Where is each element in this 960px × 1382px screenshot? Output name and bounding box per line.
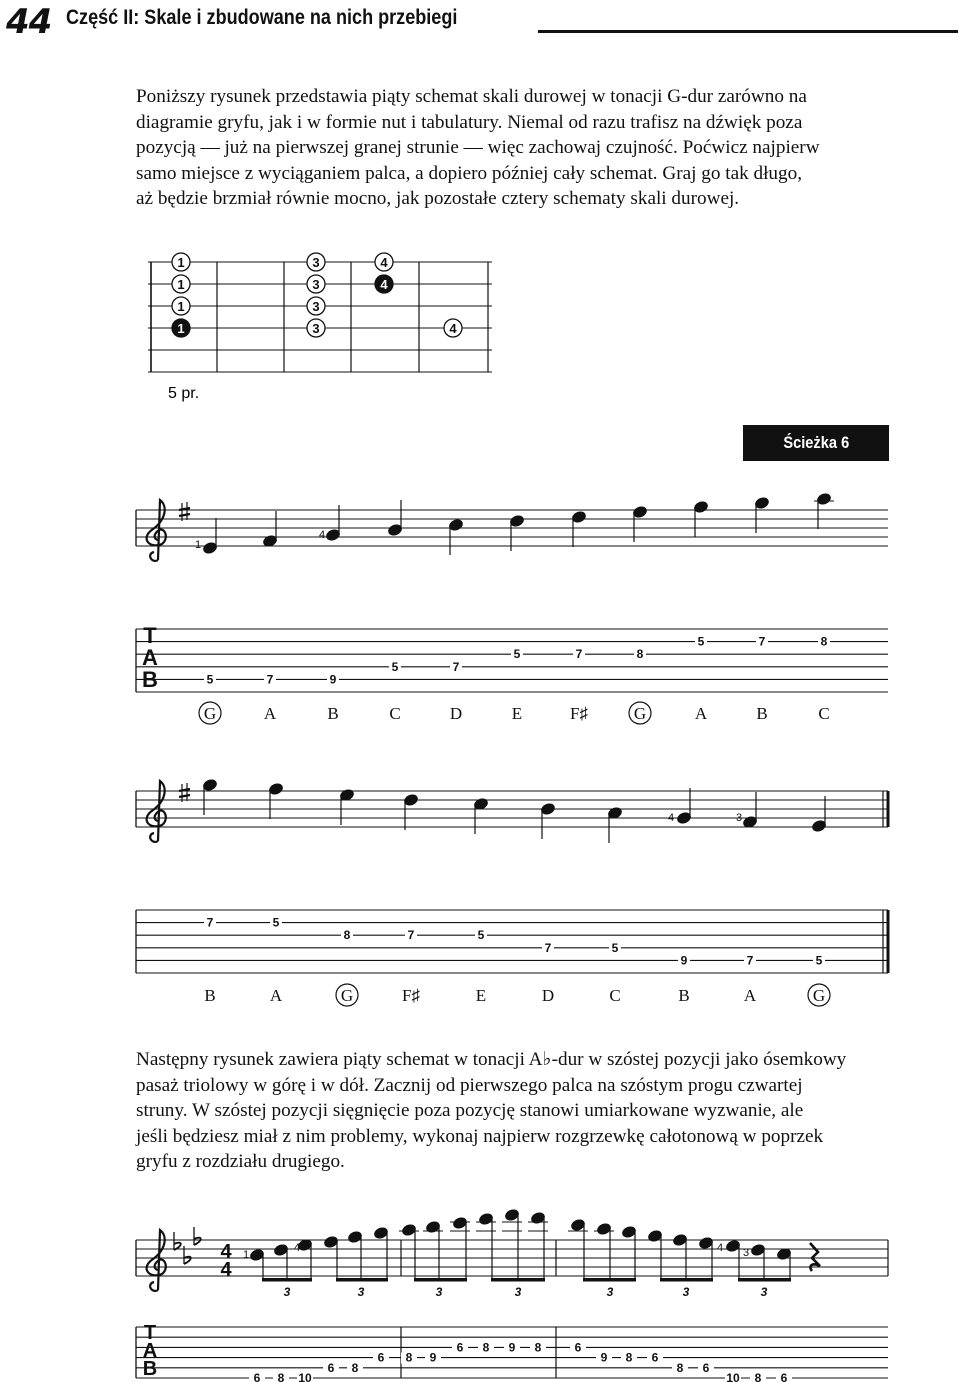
page-number: 44 (6, 2, 52, 42)
tab-number: 6 (574, 1340, 582, 1355)
paragraph-line: jeśli będziesz miał z nim problemy, wykonaj najpierw rozgrzewkę całotonową w poprzek (136, 1125, 824, 1147)
paragraph-line: pozycją — już na pierwszej granej strunie — więc zachowaj czujność. Poćwicz najpierw (136, 137, 820, 159)
finger-dot (375, 253, 393, 271)
paragraph-line: pasaż triolowy w górę i w dół. Zacznij od pierwszego palca na szóstym progu czwartej (136, 1074, 803, 1096)
note-head (596, 1222, 611, 1235)
tab-number: 8 (676, 1360, 684, 1375)
note-head (672, 1233, 687, 1246)
note-head (750, 1243, 765, 1256)
key-signature-flat (194, 1227, 201, 1245)
tab-number: 5 (477, 928, 485, 943)
paragraph-line: samo miejsce z wyciąganiem palca, a dopiero później cały schemat. Graj go tak długo, (136, 162, 802, 184)
note-head (676, 811, 691, 824)
note-head (452, 1216, 467, 1229)
finger-dot (172, 253, 190, 271)
note-head (373, 1226, 388, 1239)
note-name: D (449, 704, 463, 723)
note-head (249, 1248, 264, 1261)
fret-label: 5 pr. (168, 385, 200, 402)
note-head (323, 1235, 338, 1248)
note-name: F♯ (402, 986, 420, 1005)
note-head (571, 510, 586, 523)
beam (491, 1278, 545, 1282)
note-head (202, 541, 217, 554)
system-3 (136, 1208, 888, 1382)
note-head (347, 1230, 362, 1243)
treble-clef (147, 781, 166, 842)
note-name: G (340, 986, 354, 1005)
fingering: 3 (735, 812, 743, 824)
tab-number: 8 (636, 647, 644, 662)
note-head (540, 802, 555, 815)
note-head (387, 523, 402, 536)
key-signature-flat (174, 1232, 181, 1250)
tab-number: 8 (277, 1371, 285, 1382)
tab-number: 7 (266, 672, 274, 687)
finger-number: 4 (380, 277, 388, 292)
tab-number: 6 (780, 1371, 788, 1382)
note-head (268, 782, 283, 795)
tab-number: 9 (680, 953, 688, 968)
finger-number: 3 (312, 255, 320, 270)
note-head (570, 1218, 585, 1231)
sharp-bar (179, 795, 190, 797)
finger-number: 1 (177, 299, 185, 314)
paragraph-line: diagramie gryfu, jak i w formie nut i tabulatury. Niemal od razu trafisz na dźwięk poza (136, 111, 803, 133)
note-name: B (756, 704, 768, 723)
note-name: C (818, 704, 830, 723)
tab-number: 5 (611, 940, 619, 955)
sharp-bar (179, 514, 190, 516)
fingering: 1 (242, 1249, 250, 1261)
triplet-mark: 3 (514, 1285, 522, 1299)
beam (262, 1278, 312, 1282)
finger-number: 1 (177, 255, 185, 270)
tab-number: 5 (815, 953, 823, 968)
tab-number: 10 (298, 1371, 312, 1382)
note-head (725, 1239, 740, 1252)
note-head (530, 1211, 545, 1224)
note-head (325, 528, 340, 541)
tab-number: 8 (343, 928, 351, 943)
finger-number: 1 (177, 321, 185, 336)
triplet-mark: 3 (682, 1285, 690, 1299)
tab-clef-letter: A (142, 645, 158, 670)
note-head (401, 1223, 416, 1236)
tab-number: 6 (651, 1350, 659, 1365)
note-name: G (812, 986, 826, 1005)
tab-clef-letter: T (143, 1322, 157, 1344)
tab-clef-letter: B (142, 1358, 158, 1380)
note-name: B (327, 704, 339, 723)
tab-number: 6 (327, 1360, 335, 1375)
tab-number: 9 (429, 1350, 437, 1365)
tab-clef-letter: A (142, 1340, 158, 1362)
paragraph-line: aż będzie brzmiał równie mocno, jak pozostałe cztery schematy skali durowej. (136, 188, 740, 210)
triplet-mark: 3 (606, 1285, 614, 1299)
note-head (621, 1225, 636, 1238)
note-name: A (263, 704, 277, 723)
note-name: C (389, 704, 401, 723)
fretboard-diagram (148, 253, 492, 372)
note-name: E (475, 986, 487, 1005)
finger-number: 1 (177, 277, 185, 292)
tab-number: 5 (272, 915, 280, 930)
note-name: D (541, 986, 555, 1005)
beam (660, 1278, 713, 1282)
note-head (811, 819, 826, 832)
fingering: 1 (194, 539, 202, 551)
finger-number: 4 (380, 255, 388, 270)
tab-number: 5 (697, 634, 705, 649)
tab-number: 7 (746, 953, 754, 968)
tab-number: 8 (754, 1371, 762, 1382)
tab-number: 7 (544, 940, 552, 955)
tab-number: 6 (377, 1350, 385, 1365)
note-head (403, 793, 418, 806)
finger-dot (307, 275, 325, 293)
triplet-mark: 3 (357, 1285, 365, 1299)
tab-number: 7 (407, 928, 415, 943)
tab-clef-letter: T (143, 623, 157, 648)
tab-number: 6 (702, 1360, 710, 1375)
note-head (632, 505, 647, 518)
note-name: A (269, 986, 283, 1005)
tab-number: 10 (726, 1371, 740, 1382)
tab-number: 7 (575, 647, 583, 662)
tab-number: 8 (405, 1350, 413, 1365)
tab-number: 9 (329, 672, 337, 687)
note-head (425, 1220, 440, 1233)
treble-clef (147, 500, 166, 561)
note-name: F♯ (570, 704, 588, 723)
tab-number: 6 (456, 1340, 464, 1355)
note-name: B (678, 986, 690, 1005)
finger-number: 3 (312, 277, 320, 292)
tab-clef-letter: B (142, 667, 158, 692)
note-head (693, 500, 708, 513)
finger-dot (307, 319, 325, 337)
note-head (478, 1212, 493, 1225)
note-head (273, 1243, 288, 1256)
fingering: 4 (667, 812, 675, 824)
tab-number: 7 (452, 659, 460, 674)
note-name: G (203, 704, 217, 723)
finger-dot (172, 319, 190, 337)
tab-number: 5 (206, 672, 214, 687)
triplet-mark: 3 (435, 1285, 443, 1299)
flat-bowl (194, 1238, 201, 1245)
tab-number: 5 (391, 659, 399, 674)
note-name: C (609, 986, 621, 1005)
note-head (816, 492, 831, 505)
finger-dot (172, 275, 190, 293)
tab-number: 8 (534, 1340, 542, 1355)
note-name: A (743, 986, 757, 1005)
tab-number: 8 (351, 1360, 359, 1375)
paragraph-line: gryfu z rozdziału drugiego. (136, 1151, 345, 1173)
fingering: 4 (318, 529, 326, 541)
note-name: A (694, 704, 708, 723)
finger-dot (172, 297, 190, 315)
paragraph-line: Następny rysunek zawiera piąty schemat w tonacji A♭-dur w szóstej pozycji jako ósemkowy (136, 1049, 847, 1070)
key-signature-sharp (179, 783, 190, 802)
beam (583, 1278, 636, 1282)
note-head (754, 496, 769, 509)
tab-number: 7 (758, 634, 766, 649)
system-2 (136, 778, 888, 1006)
beam (414, 1278, 467, 1282)
tab-number: 6 (253, 1371, 261, 1382)
tab-number: 8 (625, 1350, 633, 1365)
finger-number: 3 (312, 321, 320, 336)
time-signature-bottom: 4 (220, 1259, 232, 1281)
finger-number: 4 (449, 321, 457, 336)
tab-number: 9 (600, 1350, 608, 1365)
track-label-text: Ścieżka 6 (783, 433, 849, 452)
tab-number: 7 (206, 915, 214, 930)
beam (738, 1278, 791, 1282)
tab-number: 9 (508, 1340, 516, 1355)
finger-dot (307, 297, 325, 315)
time-signature-top: 4 (220, 1241, 232, 1263)
fingering: 3 (742, 1247, 750, 1259)
system-1 (136, 492, 888, 724)
note-head (698, 1236, 713, 1249)
paragraph-line: struny. W szóstej pozycji sięgnięcie poza pozycję stanowi umiarkowane wyzwanie, ale (136, 1100, 804, 1122)
finger-number: 3 (312, 299, 320, 314)
tab-number: 5 (513, 647, 521, 662)
finger-dot (307, 253, 325, 271)
chapter-title: Część II: Skale i zbudowane na nich przebiegi (66, 6, 458, 29)
note-head (509, 514, 524, 527)
treble-clef (147, 1230, 166, 1291)
note-name: B (204, 986, 216, 1005)
tab-number: 8 (820, 634, 828, 649)
finger-dot (444, 319, 462, 337)
note-head (647, 1229, 662, 1242)
note-head (504, 1208, 519, 1221)
triplet-mark: 3 (760, 1285, 768, 1299)
note-head (448, 518, 463, 531)
note-name: E (511, 704, 523, 723)
note-name: G (633, 704, 647, 723)
beam (336, 1278, 388, 1282)
note-head (202, 778, 217, 791)
triplet-mark: 3 (283, 1285, 291, 1299)
fingering: 4 (716, 1242, 724, 1254)
key-signature-sharp (179, 502, 190, 521)
tab-number: 8 (482, 1340, 490, 1355)
paragraph-line: Poniższy rysunek przedstawia piąty schemat skali durowej w tonacji G-dur zarówno na (136, 86, 807, 107)
finger-dot (375, 275, 393, 293)
fingering: 4 (293, 1242, 301, 1254)
